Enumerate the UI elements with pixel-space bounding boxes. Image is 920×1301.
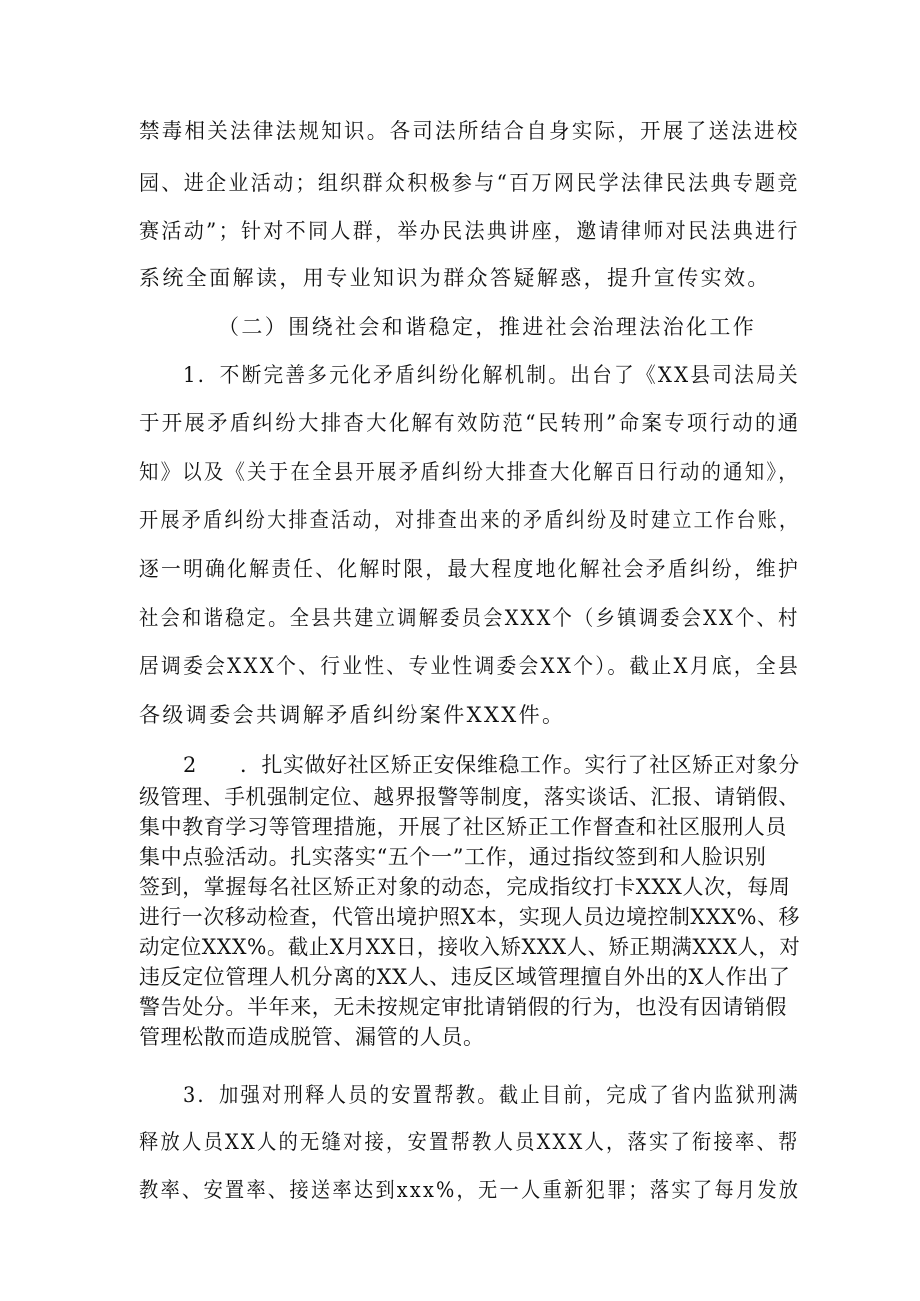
text-line: 级管理、手机强制定位、越界报警等制度，落实谈话、汇报、请销假、	[139, 785, 800, 809]
text-line: 教率、安置率、接送率达到xxx%，无一人重新犯罪；落实了每月发放	[139, 1178, 801, 1202]
text-line: 于开展矛盾纠纷大排杳大化解有效防范“民转刑”命案专项行动的通	[139, 411, 801, 435]
text-line: 管理松散而造成脱管、漏管的人员。	[139, 1025, 485, 1049]
text-line: 1．不断完善多元化矛盾纠纷化解机制。出台了《XX县司法局关	[183, 363, 800, 387]
text-line: 签到，掌握每名社区矫正对象的动态，完成指纹打卡XXX人次，每周	[139, 875, 791, 899]
text-line: 赛活动”；针对不同人群，举办民法典讲座，邀请律师对民法典进行	[139, 219, 800, 243]
text-line: 禁毒相关法律法规知识。各司法所结合自身实际，开展了送法进校	[139, 119, 800, 143]
text-line: 违反定位管理人机分离的XX人、违反区域管理擅自外出的X人作出了	[139, 965, 791, 989]
text-line: 3．加强对刑释人员的安置帮教。截止目前，完成了省内监狱刑满	[183, 1083, 800, 1107]
text-line: 动定位XXX%。截止X月XX日，接收入矫XXX人、矫正期满XXX人，对	[139, 935, 801, 959]
text-line: 知》以及《关于在全县开展矛盾纠纷大排查大化解百日行动的通知》，	[139, 460, 800, 484]
text-line: 居调委会XXX个、行业性、专业性调委会XX个）。截止X月底，全县	[139, 654, 801, 678]
text-line: 社会和谐稳定。全县共建立调解委员会XXX个（乡镇调委会XX个、村	[139, 606, 800, 630]
text-line: 集中教育学习等管理措施，开展了社区矫正工作督查和社区服刑人员	[139, 815, 787, 839]
text-line: 2 ．扎实做好社区矫正安保维稳工作。实行了社区矫正对象分	[183, 753, 800, 777]
text-line: 系统全面解读，用专业知识为群众答疑解惑，提升宣传实效。	[139, 266, 771, 290]
text-line: 进行一次移动检查，代管出境护照X本，实现人员边境控制XXX%、移	[139, 905, 800, 929]
text-line: 释放人员XX人的无缝对接，安置帮教人员XXX人，落实了衔接率、帮	[139, 1130, 800, 1154]
section-heading: （二）围绕社会和谐稳定，推进社会治理法治化工作	[218, 315, 757, 339]
text-line: 逐一明确化解责任、化解时限，最大程度地化解社会矛盾纠纷，维护	[139, 557, 801, 581]
text-line: 警告处分。半年来，无未按规定审批请销假的行为，也没有因请销假	[139, 995, 787, 1019]
text-line: 各级调委会共调解矛盾纠纷案件XXX件。	[139, 703, 566, 727]
text-line: 集中点验活动。扎实落实“五个一”工作，通过指纹签到和人脸识别	[139, 845, 767, 869]
text-line: 园、进企业活动；组织群众积极参与“百万网民学法律民法典专题竞	[139, 171, 800, 195]
text-line: 开展矛盾纠纷大排查活动，对排查出来的矛盾纠纷及时建立工作台账，	[139, 508, 801, 532]
